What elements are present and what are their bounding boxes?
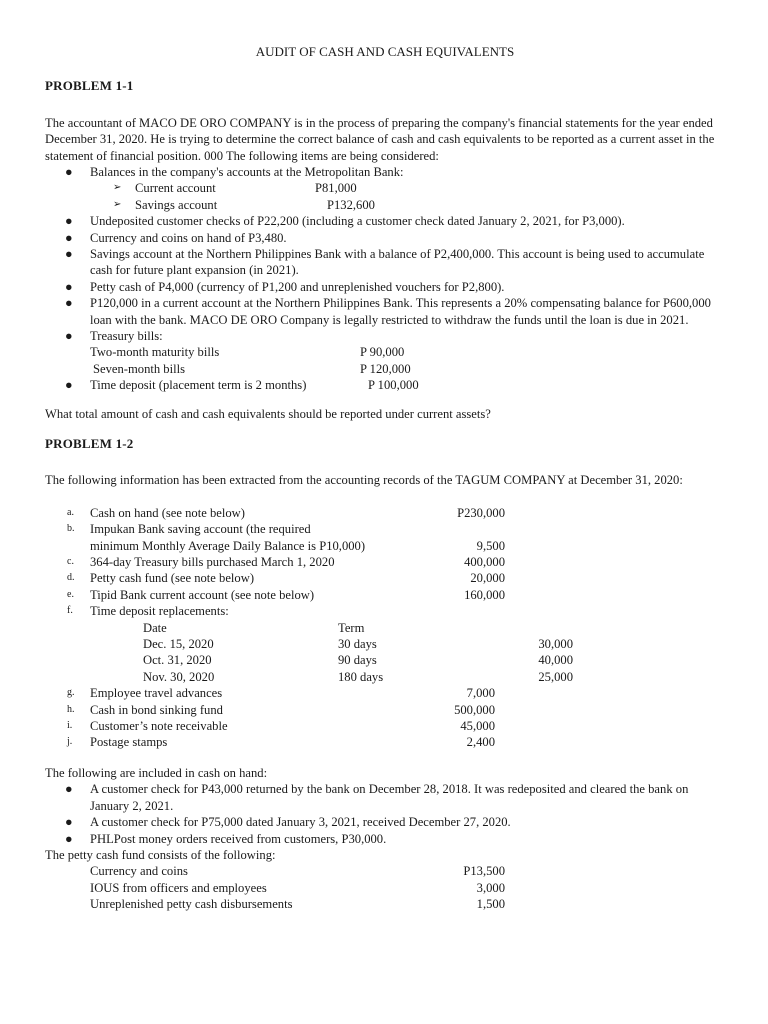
note-bullet: ● A customer check for P75,000 dated January 3, 2021, received December 27, 2020. bbox=[65, 815, 511, 830]
bullet-icon: ● bbox=[65, 165, 73, 180]
time-deposit-row: Nov. 30, 2020 180 days 25,000 bbox=[143, 669, 573, 684]
list-item: f. Time deposit replacements: bbox=[67, 604, 229, 619]
bullet-icon: ● bbox=[65, 230, 73, 245]
problem-1-1-question: What total amount of cash and cash equivalents should be reported under current assets? bbox=[45, 406, 491, 421]
bullet-icon: ● bbox=[65, 329, 73, 344]
list-item: j. Postage stamps 2,400 bbox=[67, 735, 495, 750]
bullet-metropolitan: ● Balances in the company's accounts at the Metropolitan Bank: bbox=[65, 165, 404, 180]
bullet-treasury: ● Treasury bills: bbox=[65, 329, 163, 344]
list-item: d. Petty cash fund (see note below) 20,000 bbox=[67, 571, 505, 586]
bullet-undeposited: ● Undeposited customer checks of P22,200 (including a customer check dated January 2, 2021, for P3,000). bbox=[65, 214, 625, 229]
problem-1-2-heading: PROBLEM 1-2 bbox=[45, 436, 134, 452]
bullet-petty-cash: ● Petty cash of P4,000 (currency of P1,200 and unreplenished vouchers for P2,800). bbox=[65, 279, 505, 294]
list-item: a. Cash on hand (see note below) P230,000 bbox=[67, 505, 505, 520]
bullet-icon: ● bbox=[65, 247, 73, 262]
petty-cash-note: The petty cash fund consists of the following: bbox=[45, 847, 276, 862]
bullet-icon: ● bbox=[65, 378, 73, 393]
petty-cash-row: Unreplenished petty cash disbursements 1,500 bbox=[90, 897, 505, 912]
cash-on-hand-note: The following are included in cash on hand: bbox=[45, 765, 268, 780]
bullet-icon: ● bbox=[65, 815, 73, 830]
arrow-icon: ➢ bbox=[113, 198, 122, 210]
time-deposit-row: ● Time deposit (placement term is 2 months) P 100,000 bbox=[65, 378, 419, 393]
problem-1-2-intro: The following information has been extracted from the accounting records of the TAGUM COMPANY at December 31, 2020: bbox=[45, 473, 683, 488]
bullet-icon: ● bbox=[65, 214, 73, 229]
list-item: g. Employee travel advances 7,000 bbox=[67, 686, 495, 701]
time-deposit-header: Date Term bbox=[143, 620, 365, 635]
list-item: c. 364-day Treasury bills purchased March 1, 2020 400,000 bbox=[67, 555, 505, 570]
bullet-icon: ● bbox=[65, 782, 73, 797]
bullet-compensating: ● P120,000 in a current account at the Northern Philippines Bank. This represents a 20% compensating balance for P600,000 loan with the bank. MACO DE ORO Company is legally restricted to withdraw the funds until the loan is due in 2021. bbox=[65, 296, 711, 327]
time-deposit-row: Oct. 31, 2020 90 days 40,000 bbox=[143, 653, 573, 668]
petty-cash-row: Currency and coins P13,500 bbox=[90, 864, 505, 879]
note-bullet: ● PHLPost money orders received from customers, P30,000. bbox=[65, 831, 387, 846]
list-item: b. Impukan Bank saving account (the required bbox=[67, 522, 311, 537]
treasury-two-month-row: Two-month maturity bills P 90,000 bbox=[90, 345, 405, 360]
list-item: h. Cash in bond sinking fund 500,000 bbox=[67, 702, 495, 717]
problem-1-1-intro: The accountant of MACO DE ORO COMPANY is in the process of preparing the company's financial statements for the year ended December 31, 2020. He is trying to determine the correct balance of cash and cash equivalents to be reported as a current asset in the statement of financial position. 000 The following items are being considered: bbox=[45, 115, 715, 163]
savings-account-row: ➢ Savings account P132,600 bbox=[113, 197, 375, 212]
time-deposit-row: Dec. 15, 2020 30 days 30,000 bbox=[143, 637, 573, 652]
bullet-currency: ● Currency and coins on hand of P3,480. bbox=[65, 230, 287, 245]
note-bullet: ● A customer check for P43,000 returned by the bank on December 28, 2018. It was redeposited and cleared the bank on January 2, 2021. bbox=[65, 782, 689, 813]
document-page bbox=[45, 44, 725, 913]
bullet-savings-northern: ● Savings account at the Northern Philippines Bank with a balance of P2,400,000. This account is being used to accumulate cash for future plant expansion (in 2021). bbox=[65, 247, 705, 278]
list-item: i. Customer’s note receivable 45,000 bbox=[67, 719, 495, 734]
list-item: e. Tipid Bank current account (see note below) 160,000 bbox=[67, 587, 505, 602]
current-account-row: ➢ Current account P81,000 bbox=[113, 181, 357, 196]
treasury-seven-month-row: Seven-month bills P 120,000 bbox=[93, 361, 411, 376]
bullet-icon: ● bbox=[65, 296, 73, 311]
petty-cash-row: IOUS from officers and employees 3,000 bbox=[90, 880, 505, 895]
arrow-icon: ➢ bbox=[113, 182, 122, 194]
document-title: AUDIT OF CASH AND CASH EQUIVALENTS bbox=[255, 44, 515, 59]
problem-1-1-heading: PROBLEM 1-1 bbox=[45, 78, 134, 94]
bullet-icon: ● bbox=[65, 279, 73, 294]
list-item: minimum Monthly Average Daily Balance is P10,000) 9,500 bbox=[90, 538, 505, 553]
bullet-icon: ● bbox=[65, 831, 73, 846]
